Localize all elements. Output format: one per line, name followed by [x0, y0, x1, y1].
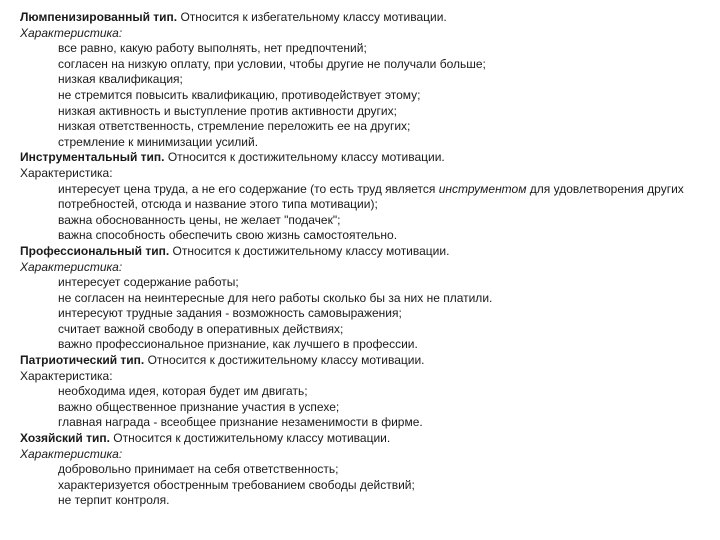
list-item: добровольно принимает на себя ответственность;: [58, 462, 339, 477]
list-item: [20, 182, 710, 213]
type-title: Патриотический тип.: [20, 353, 145, 368]
list-item: низкая квалификация;: [58, 72, 183, 87]
list-item: стремление к минимизации усилий.: [58, 134, 259, 149]
list-item: важна обоснованность цены, не желает "подачек";: [58, 212, 341, 227]
type-description: Относится к избегательному классу мотивации.: [177, 10, 447, 24]
type-title: Профессиональный тип.: [20, 243, 170, 258]
list-item: все равно, какую работу выполнять, нет предпочтений;: [58, 41, 367, 56]
list-item: необходима идея, которая будет им двигать;: [58, 384, 308, 399]
characteristic-label: Характеристика:: [20, 368, 113, 383]
list-item: важна способность обеспечить свою жизнь самостоятельно.: [58, 228, 398, 243]
list-item: низкая ответственность, стремление переложить ее на других;: [58, 119, 411, 134]
list-item: не терпит контроля.: [58, 493, 170, 508]
list-item-text: для удовлетворения других потребностей, отсюда и название этого типа мотивации);: [58, 181, 684, 212]
type-description: Относится к достижительному классу мотивации.: [109, 431, 391, 446]
list-item: интересуют трудные задания - возможность самовыражения;: [58, 306, 402, 321]
list-item: согласен на низкую оплату, при условии, чтобы другие не получали больше;: [58, 56, 486, 71]
characteristic-label: Характеристика:: [20, 446, 123, 461]
list-item: считает важной свободу в оперативных действиях;: [58, 321, 344, 336]
type-description: Относится к достижительному классу мотивации.: [164, 150, 445, 165]
list-item: не согласен на неинтересные для него работы сколько бы за них не платили.: [58, 290, 493, 305]
list-item: характеризуется обостренным требованием свободы действий;: [58, 477, 415, 492]
type-description: Относится к достижительному классу мотивации.: [144, 353, 425, 368]
type-title: Хозяйский тип.: [20, 431, 110, 446]
list-item: не стремится повысить квалификацию, противодействует этому;: [58, 87, 421, 102]
type-heading: [20, 244, 710, 260]
list-item-emphasis: инструментом: [438, 181, 527, 196]
list-item: интересует содержание работы;: [58, 275, 239, 290]
type-title: Инструментальный тип.: [20, 150, 165, 165]
type-description: Относится к достижительному классу мотивации.: [169, 243, 450, 258]
list-item: важно общественное признание участия в успехе;: [58, 399, 340, 414]
characteristic-label: Характеристика:: [20, 165, 113, 180]
type-heading: [20, 150, 710, 166]
list-item-text: интересует цена труда, а не его содержание (то есть труд является: [58, 181, 439, 196]
type-title: Люмпенизированный тип.: [20, 10, 178, 24]
list-item: важно профессиональное признание, как лучшего в профессии.: [58, 337, 418, 352]
type-heading: [20, 353, 710, 369]
list-item: низкая активность и выступление против активности других;: [58, 103, 397, 118]
list-item: главная награда - всеобщее признание незаменимости в фирме.: [58, 415, 423, 430]
type-heading: [20, 431, 710, 447]
characteristic-label: Характеристика:: [20, 259, 123, 274]
characteristic-label: Характеристика:: [20, 25, 123, 40]
type-heading: [20, 10, 710, 26]
